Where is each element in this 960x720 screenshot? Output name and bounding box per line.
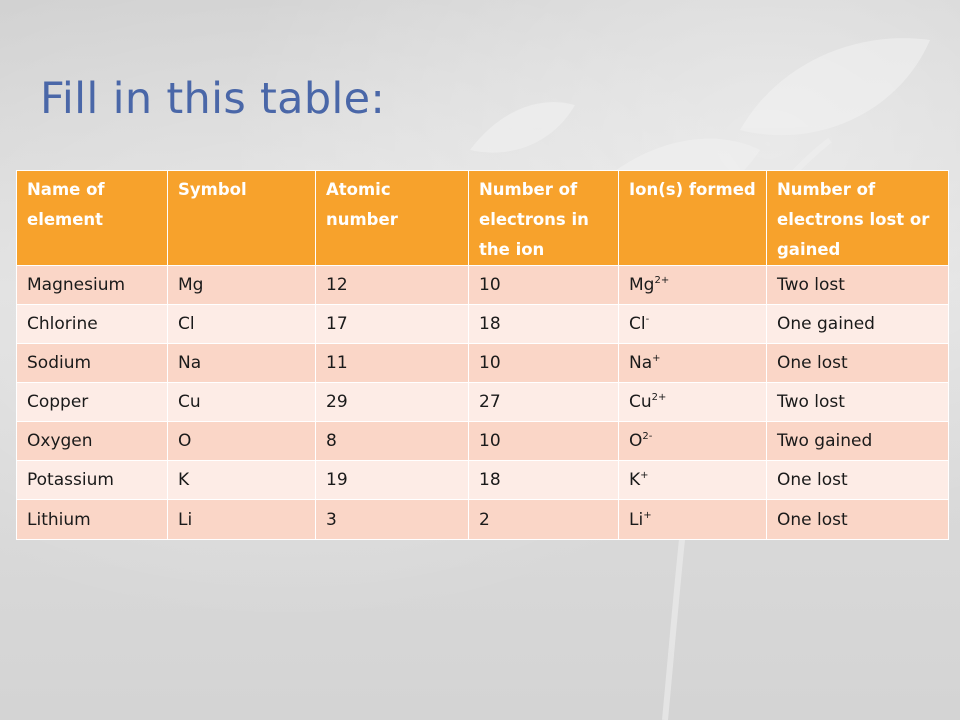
cell-change: Two lost [767, 383, 949, 422]
cell-symbol: Cu [168, 383, 316, 422]
cell-ion [619, 344, 767, 383]
ion-symbol: Mg [629, 275, 655, 295]
cell-change: Two gained [767, 422, 949, 461]
cell-ion [619, 305, 767, 344]
cell-change: Two lost [767, 266, 949, 305]
header-atomic-number: Atomic number [316, 171, 469, 266]
header-symbol: Symbol [168, 171, 316, 266]
cell-name: Copper [17, 383, 168, 422]
table-row [17, 383, 949, 422]
cell-electrons: 10 [469, 344, 619, 383]
cell-symbol: Cl [168, 305, 316, 344]
cell-change: One lost [767, 461, 949, 500]
cell-electrons: 2 [469, 500, 619, 540]
ion-symbol: Na [629, 353, 653, 373]
cell-name: Magnesium [17, 266, 168, 305]
cell-symbol: K [168, 461, 316, 500]
page-title: Fill in this table: [40, 74, 386, 124]
cell-ion [619, 266, 767, 305]
cell-electrons: 18 [469, 305, 619, 344]
ion-charge: 2+ [651, 392, 667, 403]
cell-ion [619, 500, 767, 540]
cell-symbol: Li [168, 500, 316, 540]
cell-symbol: Na [168, 344, 316, 383]
cell-name: Oxygen [17, 422, 168, 461]
cell-ion [619, 461, 767, 500]
cell-symbol: O [168, 422, 316, 461]
cell-electrons: 10 [469, 422, 619, 461]
cell-atomic-number: 12 [316, 266, 469, 305]
cell-atomic-number: 3 [316, 500, 469, 540]
ion-charge: 2+ [654, 275, 670, 286]
cell-atomic-number: 17 [316, 305, 469, 344]
table-row [17, 422, 949, 461]
cell-electrons: 27 [469, 383, 619, 422]
header-ions-formed: Ion(s) formed [619, 171, 767, 266]
cell-name: Lithium [17, 500, 168, 540]
cell-name: Sodium [17, 344, 168, 383]
cell-change: One lost [767, 344, 949, 383]
cell-ion [619, 383, 767, 422]
table-row [17, 500, 949, 540]
ion-symbol: Cu [629, 392, 652, 412]
cell-change: One lost [767, 500, 949, 540]
ion-symbol: Cl [629, 314, 646, 334]
table-row [17, 266, 949, 305]
cell-electrons: 18 [469, 461, 619, 500]
header-electrons-lost-gained: Number of electrons lost or gained [767, 171, 949, 266]
cell-atomic-number: 8 [316, 422, 469, 461]
cell-atomic-number: 29 [316, 383, 469, 422]
header-electrons-in-ion: Number of electrons in the ion [469, 171, 619, 266]
cell-atomic-number: 11 [316, 344, 469, 383]
ion-symbol: K [629, 470, 641, 490]
cell-change: One gained [767, 305, 949, 344]
cell-symbol: Mg [168, 266, 316, 305]
ion-charge: 2- [642, 431, 653, 442]
table-row [17, 344, 949, 383]
table-row [17, 461, 949, 500]
cell-atomic-number: 19 [316, 461, 469, 500]
ion-symbol: Li [629, 509, 644, 530]
header-name-of-element: Name of element [17, 171, 168, 266]
cell-ion [619, 422, 767, 461]
ion-charge: + [652, 353, 661, 364]
cell-electrons: 10 [469, 266, 619, 305]
ion-charge: - [645, 314, 650, 325]
table-header-row [17, 171, 949, 266]
table-row [17, 305, 949, 344]
ion-symbol: O [629, 431, 643, 451]
cell-name: Potassium [17, 461, 168, 500]
ion-charge: + [640, 470, 649, 481]
cell-name: Chlorine [17, 305, 168, 344]
ion-table [16, 170, 949, 540]
ion-charge: + [643, 509, 652, 521]
